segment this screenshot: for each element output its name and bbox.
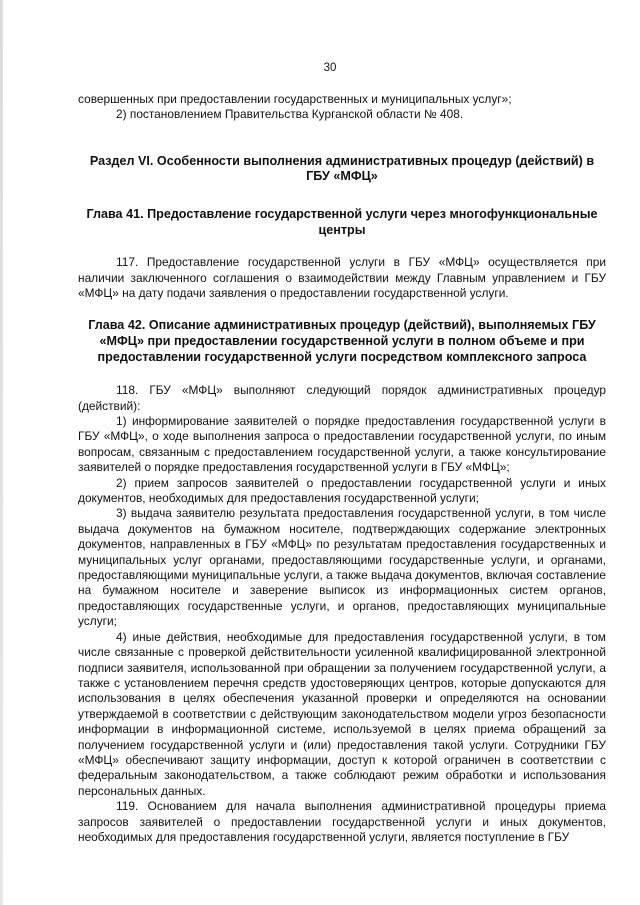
chapter-41-title: Глава 41. Предоставление государственной услуги через многофункциональные центры	[86, 207, 598, 237]
paragraph-118: 118. ГБУ «МФЦ» выполняют следующий порядок административных процедур (действий):	[78, 383, 606, 413]
paragraph-117: 117. Предоставление государственной услуги в ГБУ «МФЦ» осуществляется при наличии заключенного соглашения о взаимодействии между Главным управлением и ГБУ «МФЦ» на дату подачи заявления о предоставлении государственной услуги.	[78, 255, 606, 300]
list-item-4: 4) иные действия, необходимые для предоставления государственной услуги, в том числе связанные с проверкой действительности усиленной квалифицированной электронной подписи заявителя, использованной при обращении за получением государственной услуги, а также с установлением перечня средств удостоверяющих центров, которые допускаются для использования в целях обеспечения указанной проверки и определяются на основании утверждаемой в соответствии с действующим законодательством модели угроз безопасности информации в информационной системе, используемой в целях приема обращений за получением государственной услуги и (или) предоставления такой услуги. Сотрудники ГБУ «МФЦ» обеспечивают защиту информации, доступ к которой ограничен в соответствии с федеральным законодательством, а также соблюдают режим обработки и использования персональных данных.	[78, 629, 606, 798]
section-title: Раздел VI. Особенности выполнения административных процедур (действий) в ГБУ «МФЦ»	[89, 153, 595, 184]
list-item-3: 3) выдача заявителю результата предоставления государственной услуги, в том числе выдача документов на бумажном носителе, подтверждающих содержание электронных документов, направленных в ГБУ «МФЦ» по результатам предоставления государственных и муниципальных услуг органами, предоставляющими государственные услуги, и органами, предоставляющими муниципальные услуги, а также выдача документов, включая составление на бумажном носителе и заверение выписок из информационных систем органов, предоставляющих государственные услуги, и органов, предоставляющих муниципальные услуги;	[78, 506, 606, 629]
document-body	[78, 92, 606, 845]
list-item-1: 1) информирование заявителей о порядке предоставления государственной услуги в ГБУ «МФЦ», о ходе выполнения запроса о предоставлении государственной услуги, по иным вопросам, связанным с предоставлением государственной услуги, а также консультирование заявителей о порядке предоставления государственной услуги в ГБУ «МФЦ»;	[78, 414, 606, 475]
list-item-2: 2) прием запросов заявителей о предоставлении государственной услуги и иных документов, необходимых для предоставления государственной услуги;	[78, 475, 606, 506]
intro-line-2: 2) постановлением Правительства Курганской области № 408.	[116, 107, 464, 122]
paragraph-119: 119. Основанием для начала выполнения административной процедуры приема запросов заявителей о предоставлении государственной услуги и иных документов, необходимых для предоставления государственной услуги, является поступление в ГБУ	[78, 799, 606, 844]
page-number: 30	[323, 62, 337, 74]
chapter-42-title: Глава 42. Описание административных процедур (действий), выполняемых ГБУ «МФЦ» при предоставлении государственной услуги в полном объеме и при предоставлении государственной услуги посредством комплексного запроса	[88, 318, 596, 364]
intro-line-1: совершенных при предоставлении государственных и муниципальных услуг»;	[78, 92, 512, 106]
